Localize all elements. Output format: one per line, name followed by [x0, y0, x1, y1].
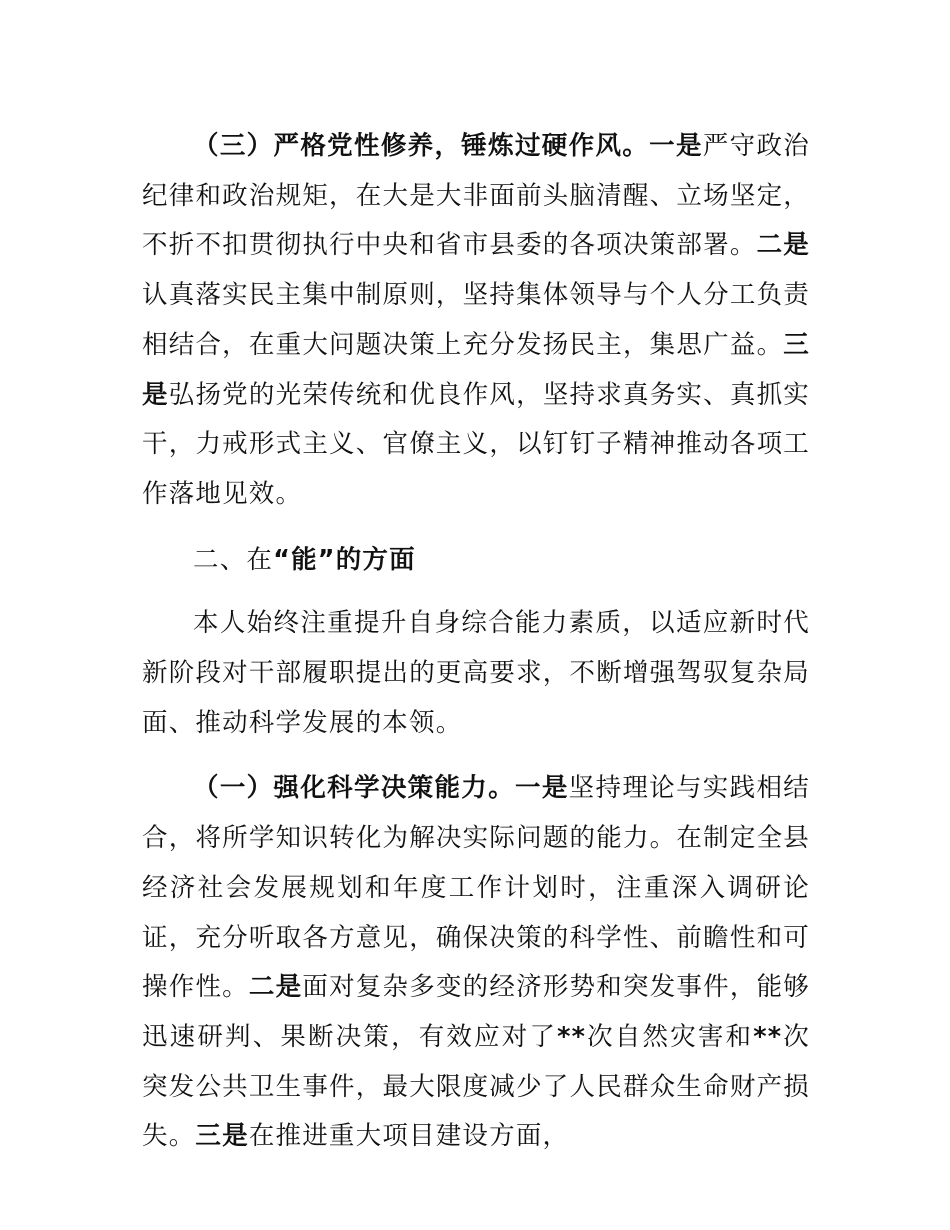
keyword-third: 三是	[142, 329, 810, 410]
keyword-second: 二是	[248, 972, 303, 1003]
subsection-heading-1: （一）强化科学决策能力。	[193, 773, 515, 804]
paragraph-text: 面对复杂多变的经济形势和突发事件，能够迅速研判、果断决策，有效应对了	[142, 972, 810, 1052]
paragraph-text: 次突发公共卫生事件，最大限度减少了人民群众生命财产损失。	[142, 1021, 810, 1152]
spacer	[142, 585, 810, 599]
keyword-first: 一是	[514, 773, 569, 804]
keyword-third: 三是	[195, 1121, 249, 1152]
section-title: “能”的方面	[273, 544, 416, 575]
paragraph-text: 本人始终注重提升自身综合能力素质，以适应新时代新阶段对干部履职提出的更高要求，不断增强驾驭复杂局面、推动科学发展的本领。	[142, 608, 810, 738]
subsection-heading-3: （三）严格党性修养，锤炼过硬作风。	[193, 131, 650, 161]
spacer	[142, 748, 810, 764]
spacer	[142, 520, 810, 536]
paragraph-text: 坚持理论与实践相结合，将所学知识转化为解决实际问题的能力。在制定全县经济社会发展规划和年度工作计划时，注重深入调研论证，充分听取各方意见，确保决策的科学性、前瞻性和可操作性。	[142, 773, 811, 1003]
paragraph-text: 弘扬党的光荣传统和优良作风，坚持求真务实、真抓实干，力戒形式主义、官僚主义，以钉钉子精神推动各项工作落地见效。	[142, 379, 810, 509]
paragraph-party-discipline	[142, 122, 810, 520]
paragraph-text: 次自然灾害和	[586, 1021, 754, 1052]
section-heading-ability	[142, 536, 810, 586]
section-prefix: 二、在	[193, 544, 274, 575]
paragraph-ability-intro	[142, 599, 810, 748]
document-page	[142, 122, 810, 1162]
paragraph-text: 认真落实民主集中制原则，坚持集体领导与个人分工负责相结合，在重大问题决策上充分发扬民主，集思广益。	[142, 280, 810, 360]
keyword-first: 一是	[649, 131, 703, 161]
placeholder-stars: **	[753, 1021, 783, 1052]
paragraph-text: 严守政治纪律和政治规矩，在大是大非面前头脑清醒、立场坚定，不折不扣贯彻执行中央和省市县委的各项决策部署。	[142, 131, 810, 261]
placeholder-stars: **	[557, 1021, 587, 1052]
paragraph-decision-making	[142, 764, 810, 1162]
paragraph-text: 在推进重大项目建设方面，	[248, 1121, 570, 1152]
keyword-second: 二是	[756, 230, 810, 261]
